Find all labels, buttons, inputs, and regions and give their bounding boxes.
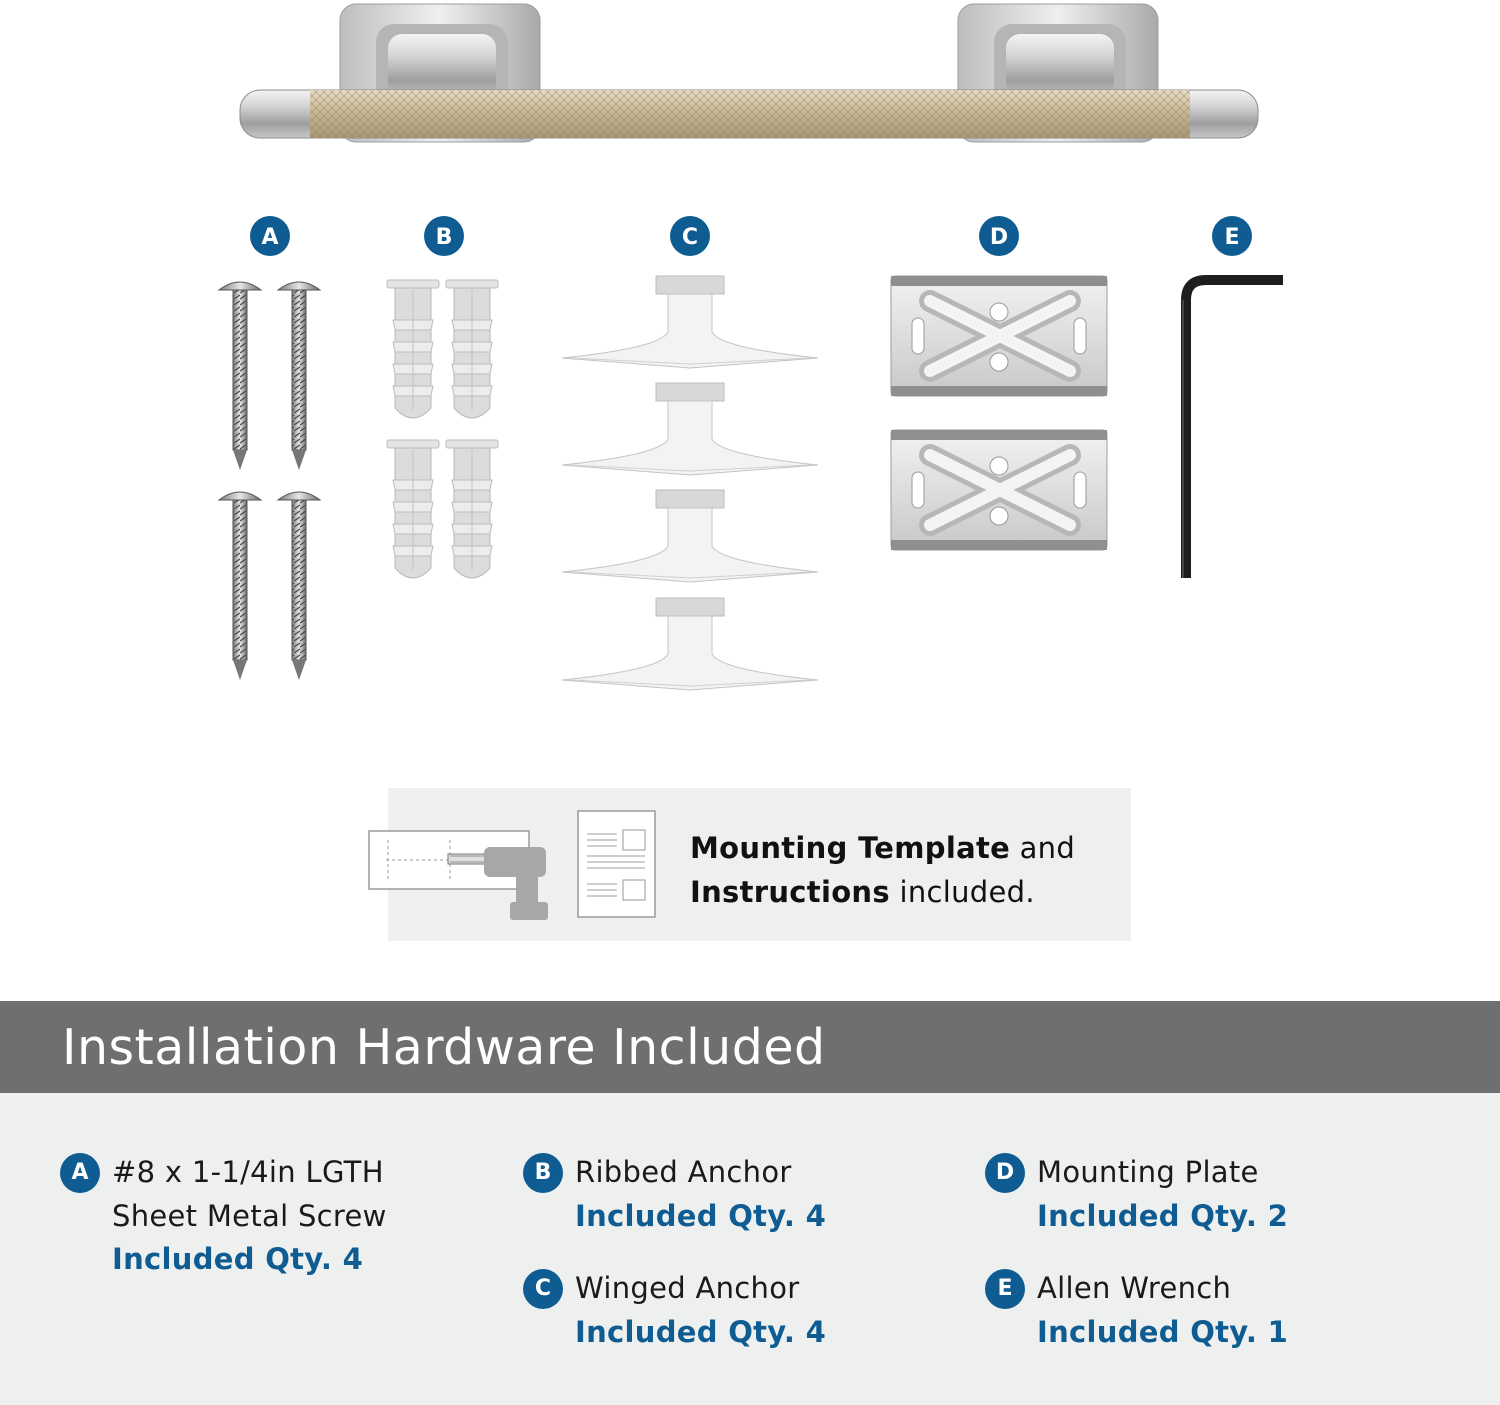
winged-anchor bbox=[562, 383, 818, 475]
parts-legend bbox=[0, 1093, 1500, 1405]
ribbed-anchor bbox=[387, 280, 439, 418]
mounting-template-text: Mounting Template and Instructions included. bbox=[690, 831, 1076, 909]
part-badges bbox=[250, 216, 1252, 256]
legend-name-a-line1: #8 x 1-1/4in LGTH bbox=[112, 1155, 384, 1189]
ribbed-anchor bbox=[446, 280, 498, 418]
winged-anchor bbox=[562, 490, 818, 582]
legend-badge-e: E bbox=[985, 1269, 1025, 1309]
badge-a bbox=[250, 216, 290, 256]
ribbed-anchor-icon bbox=[387, 280, 498, 578]
svg-text:D: D bbox=[989, 225, 1009, 250]
ribbed-anchor bbox=[446, 440, 498, 578]
legend-qty-a: Included Qty. 4 bbox=[112, 1242, 364, 1276]
cabinet-pull-icon bbox=[240, 4, 1258, 142]
screw bbox=[278, 492, 320, 680]
badge-c bbox=[670, 216, 710, 256]
legend-badge-c: C bbox=[523, 1269, 563, 1309]
sheet-metal-screw-icon bbox=[219, 282, 320, 680]
svg-text:E: E bbox=[1224, 225, 1240, 250]
screw bbox=[219, 492, 261, 680]
legend-qty-d: Included Qty. 2 bbox=[1037, 1198, 1289, 1233]
ribbed-anchor bbox=[387, 440, 439, 578]
mounting-template-card bbox=[388, 788, 1131, 941]
instructions-document-icon bbox=[577, 810, 657, 920]
winged-anchor-icon bbox=[562, 276, 818, 690]
legend-name-c: Winged Anchor bbox=[575, 1271, 800, 1305]
screw bbox=[278, 282, 320, 470]
mounting-plate bbox=[891, 430, 1107, 550]
mounting-plate-icon bbox=[891, 276, 1107, 550]
legend-qty-e: Included Qty. 1 bbox=[1037, 1314, 1289, 1349]
svg-text:C: C bbox=[681, 225, 699, 250]
legend-qty-c: Included Qty. 4 bbox=[575, 1314, 827, 1349]
legend-name-e: Allen Wrench bbox=[1037, 1271, 1232, 1305]
winged-anchor bbox=[562, 276, 818, 368]
legend-name-a-line2: Sheet Metal Screw bbox=[112, 1198, 387, 1233]
badge-d bbox=[979, 216, 1019, 256]
badge-e bbox=[1212, 216, 1252, 256]
allen-wrench-icon bbox=[1183, 280, 1283, 578]
section-header bbox=[0, 1001, 1500, 1093]
screw bbox=[219, 282, 261, 470]
legend-name-d: Mounting Plate bbox=[1037, 1155, 1259, 1189]
legend-qty-b: Included Qty. 4 bbox=[575, 1198, 827, 1233]
legend-badge-d: D bbox=[985, 1153, 1025, 1193]
svg-text:B: B bbox=[435, 225, 453, 250]
mounting-plate bbox=[891, 276, 1107, 396]
legend-badge-b: B bbox=[523, 1153, 563, 1193]
badge-b bbox=[424, 216, 464, 256]
svg-text:A: A bbox=[261, 225, 279, 250]
section-title: Installation Hardware Included bbox=[62, 1019, 826, 1076]
legend-name-b: Ribbed Anchor bbox=[575, 1155, 792, 1189]
legend-badge-a: A bbox=[60, 1153, 100, 1193]
winged-anchor bbox=[562, 598, 818, 690]
drill-on-template-icon bbox=[368, 810, 558, 920]
